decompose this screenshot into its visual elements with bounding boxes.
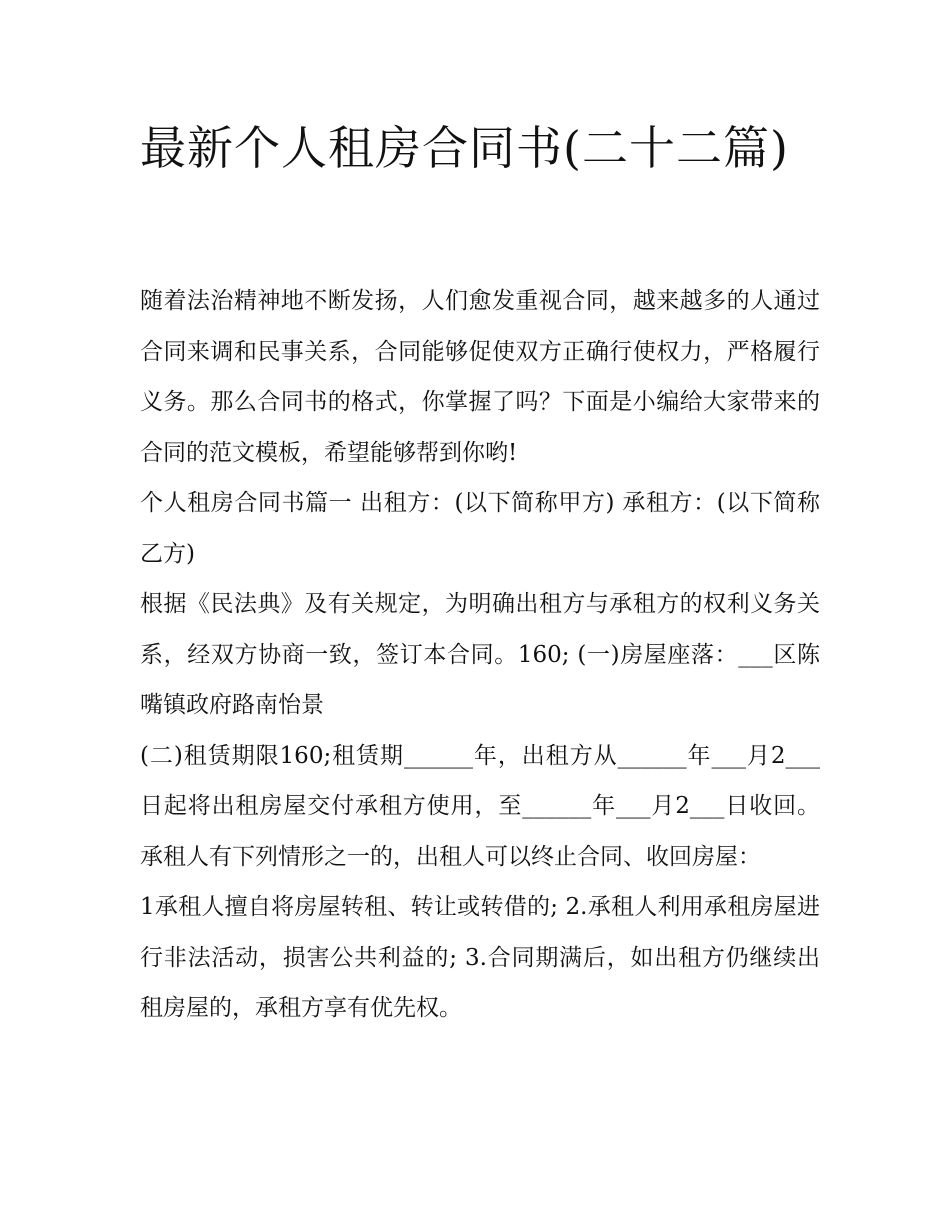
- termination-terms-paragraph: 1承租人擅自将房屋转租、转让或转借的; 2.承租人利用承租房屋进行非法活动，损害公共利益的; 3.合同期满后，如出租方仍继续出租房屋的，承租方享有优先权。: [140, 894, 820, 1021]
- document-body: [140, 276, 820, 1034]
- intro-paragraph: 随着法治精神地不断发扬，人们愈发重视合同，越来越多的人通过合同来调和民事关系，合同能够促使双方正确行使权力，严格履行义务。那么合同书的格式，你掌握了吗？下面是小编给大家带来的合同的范文模板，希望能够帮到你哟!: [140, 288, 820, 466]
- parties-paragraph: 个人租房合同书篇一 出租方：(以下简称甲方) 承租方：(以下简称乙方): [140, 490, 820, 567]
- document-title: 最新个人租房合同书(二十二篇): [140, 121, 789, 175]
- basis-paragraph: 根据《民法典》及有关规定，为明确出租方与承租方的权利义务关系，经双方协商一致，签订本合同。160; (一)房屋座落：___区陈嘴镇政府路南怡景: [140, 591, 820, 718]
- lease-term-paragraph: (二)租赁期限160;租赁期______年，出租方从______年___月2___日起将出租房屋交付承租方使用，至______年___月2___日收回。承租人有下列情形之一的，出租人可以终止合同、收回房屋：: [140, 742, 820, 870]
